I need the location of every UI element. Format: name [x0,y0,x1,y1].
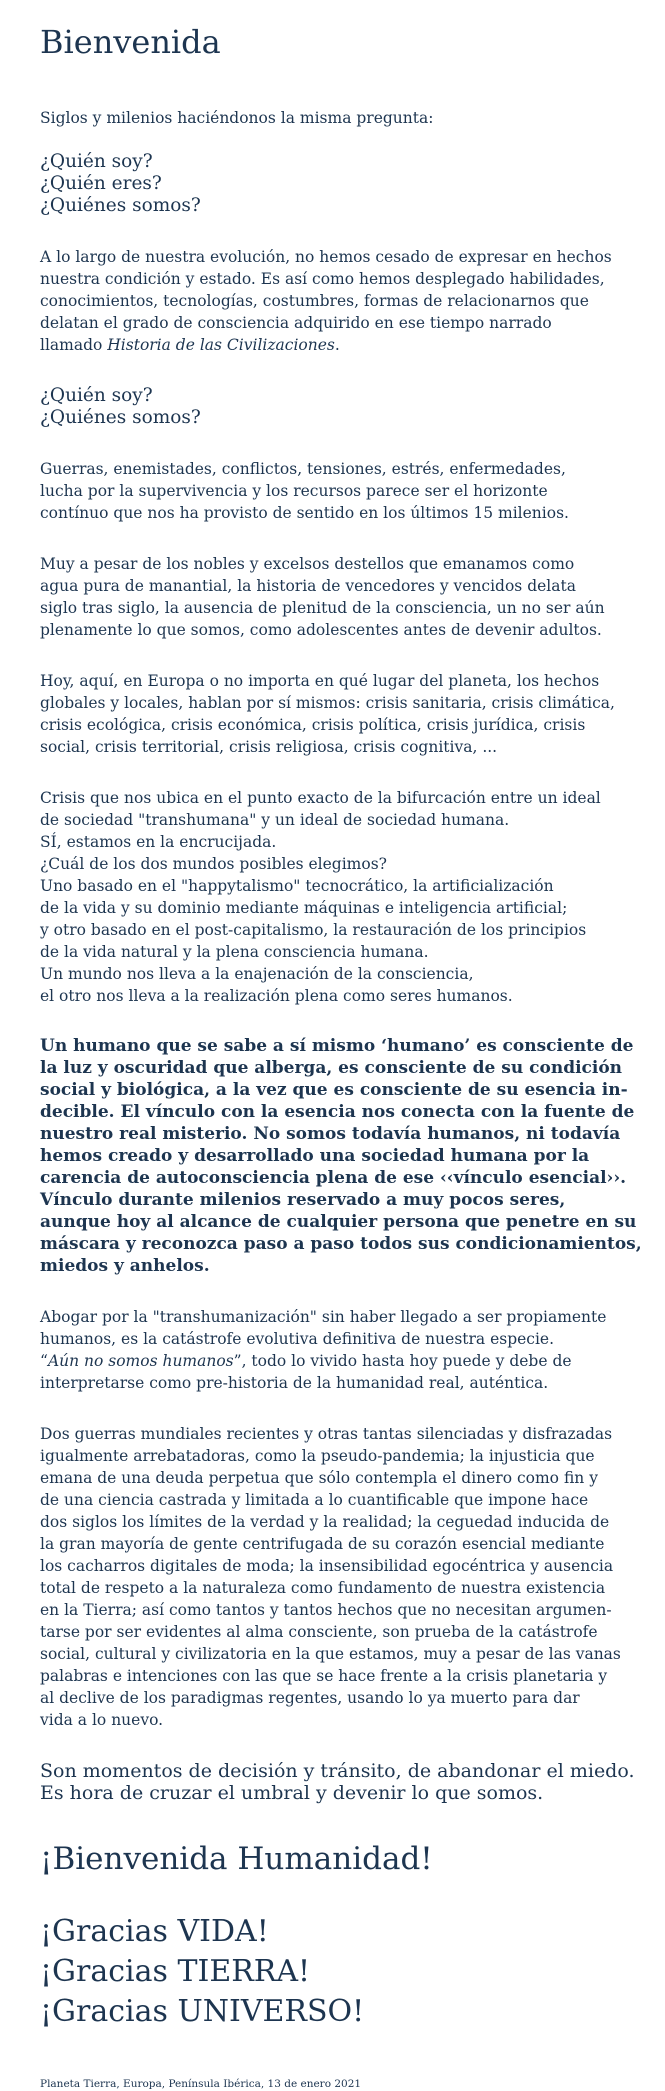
paragraph-line: plenamente lo que somos, como adolescentes antes de devenir adultos. [40,621,602,639]
paragraph-bifurcacion [40,787,640,1007]
questions-block-1 [40,151,665,217]
paragraph-line: Guerras, enemistades, conflictos, tensiones, estrés, enfermedades, [40,460,566,478]
question-line: ¿Quiénes somos? [40,407,201,428]
paragraph-line: Crisis que nos ubica en el punto exacto de la bifurcación entre un ideal [40,789,601,807]
paragraph-line [40,1350,640,1372]
paragraph-line: total de respeto a la naturaleza como fundamento de nuestra existencia [40,1579,606,1597]
bold-line: Un humano que se sabe a sí mismo ‘humano’ es consciente de [40,1036,634,1056]
bold-line: nuestro real misterio. No somos todavía humanos, ni todavía [40,1124,621,1144]
paragraph-line: delatan el grado de consciencia adquirido en ese tiempo narrado [40,314,552,332]
bold-line: Vínculo durante milenios reservado a muy pocos seres, [40,1190,566,1210]
paragraph-line: ¿Cuál de los dos mundos posibles elegimos? [40,855,387,873]
paragraph-guerras [40,458,640,524]
paragraph-line: igualmente arrebatadoras, como la pseudo-pandemia; la injusticia que [40,1447,595,1465]
paragraph-line: Uno basado en el "happytalismo" tecnocrático, la artificialización [40,877,554,895]
paragraph-line: crisis ecológica, crisis económica, crisis política, crisis jurídica, crisis [40,716,586,734]
bold-line: hemos creado y desarrollado una sociedad humana por la [40,1146,590,1166]
paragraph-line: de la vida natural y la plena consciencia humana. [40,943,429,961]
paragraph-line: la gran mayoría de gente centrifugada de su corazón esencial mediante [40,1535,605,1553]
paragraph-line: y otro basado en el post-capitalismo, la restauración de los principios [40,921,587,939]
intro-paragraph: Siglos y milenios haciéndonos la misma pregunta: [40,109,434,127]
bold-line: miedos y anhelos. [40,1256,210,1276]
book-title: Historia de las Civilizaciones [107,336,335,354]
paragraph-line: dos siglos los límites de la verdad y la realidad; la ceguedad inducida de [40,1513,610,1531]
paragraph-line: contínuo que nos ha provisto de sentido en los últimos 15 milenios. [40,504,569,522]
paragraph-line: emana de una deuda perpetua que sólo contempla el dinero como fin y [40,1469,598,1487]
paragraph-line: siglo tras siglo, la ausencia de plenitud de la consciencia, un no ser aún [40,599,605,617]
italic-quote: Aún no somos humanos [47,1352,234,1370]
text-span: . [334,336,340,354]
paragraph-evolucion [40,246,640,356]
text-span: “ [40,1352,48,1370]
paragraph-line: Un mundo nos lleva a la enajenación de la consciencia, [40,965,474,983]
paragraph-line: tarse por ser evidentes al alma consciente, son prueba de la catástrofe [40,1623,598,1641]
paragraph-line: A lo largo de nuestra evolución, no hemos cesado de expresar en hechos [40,248,612,266]
paragraph-crisis [40,670,640,758]
question-line: ¿Quién eres? [40,173,162,194]
question-line: ¿Quiénes somos? [40,195,201,216]
questions-block-2 [40,385,665,429]
bold-line: decible. El vínculo con la esencia nos conecta con la fuente de [40,1102,635,1122]
bold-line: carencia de autoconsciencia plena de ese ‹‹vínculo esencial››. [40,1168,627,1188]
text-span: llamado [40,336,108,354]
question-line: ¿Quién soy? [40,151,153,172]
bold-line: máscara y reconozca paso a paso todos sus condicionamientos, [40,1234,642,1254]
paragraph-line: al declive de los paradigmas regentes, usando lo ya muerto para dar [40,1689,580,1707]
paragraph-line: de una ciencia castrada y limitada a lo cuantificable que impone hace [40,1491,589,1509]
paragraph-line [40,334,640,356]
paragraph-dos-guerras [40,1423,640,1731]
paragraph-line: SÍ, estamos en la encrucijada. [40,833,277,851]
closing-line: Son momentos de decisión y tránsito, de abandonar el miedo. [40,1760,635,1782]
paragraph-line: en la Tierra; así como tantos y tantos hechos que no necesitan argumen- [40,1601,612,1619]
paragraph-line: conocimientos, tecnologías, costumbres, formas de relacionarnos que [40,292,589,310]
paragraph-line: interpretarse como pre-historia de la humanidad real, auténtica. [40,1374,549,1392]
paragraph-line: de sociedad "transhumana" y un ideal de sociedad humana. [40,811,510,829]
bold-line: la luz y oscuridad que alberga, es consciente de su condición [40,1058,623,1078]
footer-signature: Planeta Tierra, Europa, Península Ibérica, 13 de enero 2021 [40,2078,362,2090]
paragraph-line: el otro nos lleva a la realización plena como seres humanos. [40,987,513,1005]
paragraph-line: vida a lo nuevo. [40,1711,164,1729]
paragraph-line: de la vida y su dominio mediante máquinas e inteligencia artificial; [40,899,568,917]
thanks-block [40,1912,665,2032]
bold-paragraph-humano [40,1035,665,1277]
text-span: ”, todo lo vivido hasta hoy puede y debe de [233,1352,572,1370]
thanks-line: ¡Gracias TIERRA! [40,1954,311,1989]
thanks-line: ¡Gracias VIDA! [40,1914,269,1949]
closing-statement [40,1760,665,1804]
paragraph-line: social, cultural y civilizatoria en la que estamos, muy a pesar de las vanas [40,1645,621,1663]
bold-line: aunque hoy al alcance de cualquier persona que penetre en su [40,1212,637,1232]
paragraph-transhumanizacion [40,1306,640,1394]
paragraph-line: lucha por la supervivencia y los recursos parece ser el horizonte [40,482,548,500]
paragraph-line: Abogar por la "transhumanización" sin haber llegado a ser propiamente [40,1308,607,1326]
paragraph-line: globales y locales, hablan por sí mismos: crisis sanitaria, crisis climática, [40,694,615,712]
paragraph-line: Muy a pesar de los nobles y excelsos destellos que emanamos como [40,555,575,573]
bold-line: social y biológica, a la vez que es consciente de su esencia in- [40,1080,628,1100]
paragraph-line: nuestra condición y estado. Es así como hemos desplegado habilidades, [40,270,605,288]
welcome-heading: ¡Bienvenida Humanidad! [40,1841,433,1877]
paragraph-line: palabras e intenciones con las que se hace frente a la crisis planetaria y [40,1667,608,1685]
paragraph-line: social, crisis territorial, crisis religiosa, crisis cognitiva, ... [40,738,498,756]
paragraph-line: los cacharros digitales de moda; la insensibilidad egocéntrica y ausencia [40,1557,614,1575]
thanks-line: ¡Gracias UNIVERSO! [40,1994,365,2029]
paragraph-line: Dos guerras mundiales recientes y otras tantas silenciadas y disfrazadas [40,1425,613,1443]
question-line: ¿Quién soy? [40,385,153,406]
page-title: Bienvenida [40,23,221,61]
paragraph-destellos [40,553,640,641]
paragraph-line: humanos, es la catástrofe evolutiva definitiva de nuestra especie. [40,1330,555,1348]
paragraph-line: Hoy, aquí, en Europa o no importa en qué lugar del planeta, los hechos [40,672,600,690]
closing-line: Es hora de cruzar el umbral y devenir lo que somos. [40,1782,544,1804]
paragraph-line: agua pura de manantial, la historia de vencedores y vencidos delata [40,577,576,595]
